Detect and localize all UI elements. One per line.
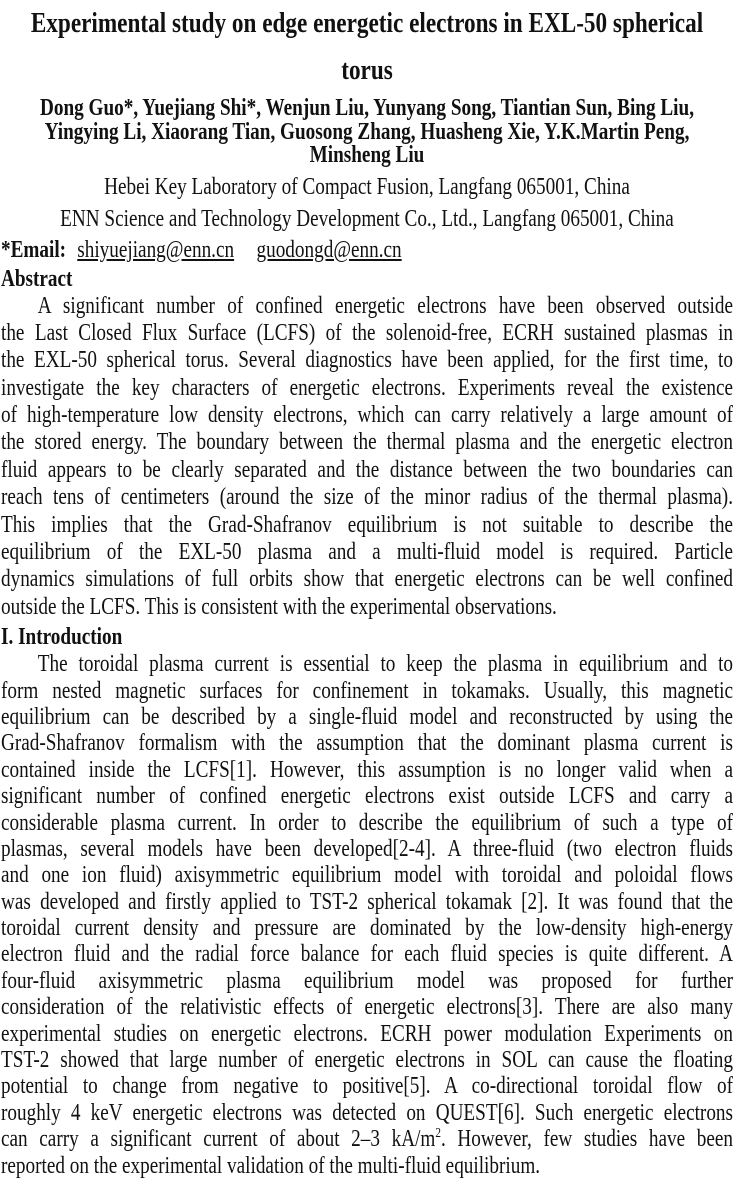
author-list: Dong Guo*, Yuejiang Shi*, Wenjun Liu, Yunyang Song, Tiantian Sun, Bing Liu, Yingying Li, Xiaorang Tian, Guosong Zhang, Huasheng Xie, Y.K.Martin Peng, Minsheng Liu	[40, 95, 694, 168]
text-line: reach tens of centimeters (around the size of the minor radius of the thermal plasma).	[1, 484, 733, 511]
text-line: four-fluid axisymmetric plasma equilibrium model was proposed for further	[1, 967, 733, 994]
text-line: contained inside the LCFS[1]. However, this assumption is no longer valid when a	[1, 756, 733, 783]
email-link[interactable]: shiyuejiang@enn.cn	[77, 236, 235, 263]
text-line: plasmas, several models have been developed[2-4]. A three-fluid (two electron fluids	[1, 835, 733, 862]
text-line: toroidal current density and pressure are dominated by the low-density high-energy	[1, 915, 733, 942]
email-link[interactable]: guodongd@enn.cn	[256, 236, 402, 263]
text-line: was developed and firstly applied to TST-2 spherical tokamak [2]. It was found that the	[1, 888, 733, 915]
text-line: investigate the key characters of energetic electrons. Experiments reveal the existence	[1, 374, 733, 401]
text-line: of high-temperature low density electrons, which can carry relatively a large amount of	[1, 402, 733, 429]
text-line: reported on the experimental validation of the multi-fluid equilibrium.	[1, 1152, 541, 1179]
text-line	[1, 1126, 733, 1152]
text-span: . However, few studies have been	[440, 1126, 733, 1153]
text-line: A significant number of confined energetic electrons have been observed outside	[37, 292, 733, 319]
introduction-body	[1, 651, 733, 1179]
paper-page	[1, 0, 733, 1179]
abstract-body	[1, 293, 733, 622]
superscript: 2	[435, 1126, 441, 1142]
email-line: *Email: shiyuejiang@enn.cn guodongd@enn.cn	[1, 236, 402, 263]
text-line: Grad-Shafranov formalism with the assumption that the dominant plasma current is	[1, 730, 733, 757]
text-line: outside the LCFS. This is consistent with the experimental observations.	[1, 593, 557, 620]
text-line: fluid appears to be clearly separated and the distance between the two boundaries can	[1, 456, 733, 483]
abstract-heading: Abstract	[1, 265, 73, 292]
text-span: can carry a significant current of about 2–3 kA/m	[1, 1126, 436, 1153]
text-line: the EXL-50 spherical torus. Several diagnostics have been applied, for the first time, to	[1, 347, 733, 374]
affiliations: Hebei Key Laboratory of Compact Fusion, Langfang 065001, China ENN Science and Technology Development Co., Ltd., Langfang 065001, China	[60, 173, 674, 232]
text-line: This implies that the Grad-Shafranov equilibrium is not suitable to describe the	[1, 511, 733, 538]
text-line: form nested magnetic surfaces for confinement in tokamaks. Usually, this magnetic	[1, 677, 733, 704]
text-line: the stored energy. The boundary between the thermal plasma and the energetic electron	[1, 429, 733, 456]
text-line: significant number of confined energetic electrons exist outside LCFS and carry a	[1, 783, 733, 810]
text-line: electron fluid and the radial force balance for each fluid species is quite different. A	[1, 941, 733, 968]
paper-title: Experimental study on edge energetic electrons in EXL-50 spherical torus	[30, 7, 704, 86]
text-line: roughly 4 keV energetic electrons was detected on QUEST[6]. Such energetic electrons	[1, 1099, 733, 1126]
text-line: potential to change from negative to positive[5]. A co-directional toroidal flow of	[1, 1073, 733, 1100]
text-line: and one ion fluid) axisymmetric equilibrium model with toroidal and poloidal flows	[1, 862, 733, 889]
text-line: the Last Closed Flux Surface (LCFS) of the solenoid-free, ECRH sustained plasmas in	[1, 319, 733, 346]
text-line: equilibrium can be described by a single-fluid model and reconstructed by using the	[1, 703, 733, 730]
text-line: considerable plasma current. In order to describe the equilibrium of such a type of	[1, 809, 733, 836]
text-line: consideration of the relativistic effects of energetic electrons[3]. There are also many	[1, 994, 733, 1021]
text-line: TST-2 showed that large number of energetic electrons in SOL can cause the floating	[1, 1047, 733, 1074]
text-line: dynamics simulations of full orbits show that energetic electrons can be well confined	[1, 566, 733, 593]
text-line: experimental studies on energetic electrons. ECRH power modulation Experiments on	[1, 1020, 733, 1047]
text-line: The toroidal plasma current is essential to keep the plasma in equilibrium and to	[37, 651, 733, 678]
text-line: equilibrium of the EXL-50 plasma and a multi-fluid model is required. Particle	[1, 539, 733, 566]
introduction-heading: I. Introduction	[1, 624, 123, 651]
